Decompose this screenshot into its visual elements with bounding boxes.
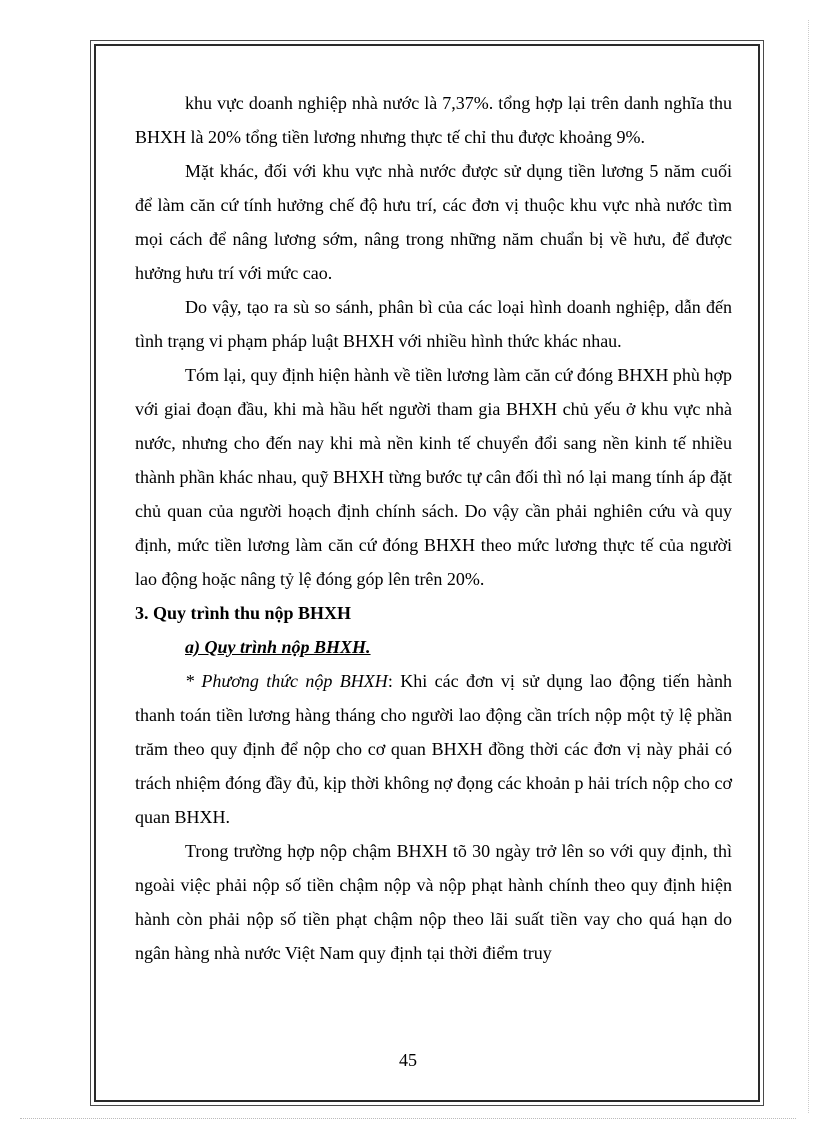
paragraph-continuation: khu vực doanh nghiệp nhà nước là 7,37%. tổng hợp lại trên danh nghĩa thu BHXH là 20% tổng tiền lương nhưng thực tế chỉ thu được khoảng 9%. (135, 93, 732, 147)
paragraph-late-payment: Trong trường hợp nộp chậm BHXH tõ 30 ngày trở lên so với quy định, thì ngoài việc phải nộp số tiền chậm nộp và nộp phạt hành chính theo quy định hiện hành còn phải nộp số tiền phạt chậm nộp theo lãi suất tiền vay cho quá hạn do ngân hàng nhà nước Việt Nam quy định tại thời điểm truy (135, 841, 732, 963)
payment-method-text: : Khi các đơn vị sử dụng lao động tiến hành thanh toán tiền lương hàng tháng cho người lao động cần trích nộp một tỷ lệ phần trăm theo quy định để nộp cho cơ quan BHXH đồng thời các đơn vị này phải có trách nhiệm đóng đầy đủ, kịp thời không nợ đọng các khoản p hải trích nộp cho cơ quan BHXH. (135, 671, 732, 827)
right-dotted-edge (808, 20, 809, 1113)
paragraph-summary: Tóm lại, quy định hiện hành về tiền lương làm căn cứ đóng BHXH phù hợp với giai đoạn đầu, khi mà hầu hết người tham gia BHXH chủ yếu ở khu vực nhà nước, nhưng cho đến nay khi mà nền kinh tế chuyển đổi sang nền kinh tế nhiều thành phần khác nhau, quỹ BHXH từng bước tự cân đối thì nó lại mang tính áp đặt chủ quan của người hoạch định chính sách. Do vậy cần phải nghiên cứu và quy định, mức tiền lương làm căn cứ đóng BHXH theo mức lương thực tế của người lao động hoặc nâng tỷ lệ đóng góp lên trên 20%. (135, 365, 732, 589)
bottom-dotted-edge (20, 1118, 796, 1119)
payment-method-label: * Phương thức nộp BHXH (185, 671, 388, 691)
paragraph-payment-method (135, 664, 732, 834)
paragraph-comparison: Do vậy, tạo ra sù so sánh, phân bì của các loại hình doanh nghiệp, dẫn đến tình trạng vi phạm pháp luật BHXH với nhiều hình thức khác nhau. (135, 297, 732, 351)
page-number: 45 (399, 1050, 417, 1070)
paragraph-wage-basis: Mặt khác, đối với khu vực nhà nước được sử dụng tiền lương 5 năm cuối để làm căn cứ tính hưởng chế độ hưu trí, các đơn vị thuộc khu vực nhà nước tìm mọi cách để nâng lương sớm, nâng trong những năm chuẩn bị về hưu, để được hưởng hưu trí với mức cao. (135, 161, 732, 283)
subsection-heading: a) Quy trình nộp BHXH. (185, 637, 371, 657)
section-heading: 3. Quy trình thu nộp BHXH (135, 603, 352, 623)
document-body (135, 86, 732, 970)
